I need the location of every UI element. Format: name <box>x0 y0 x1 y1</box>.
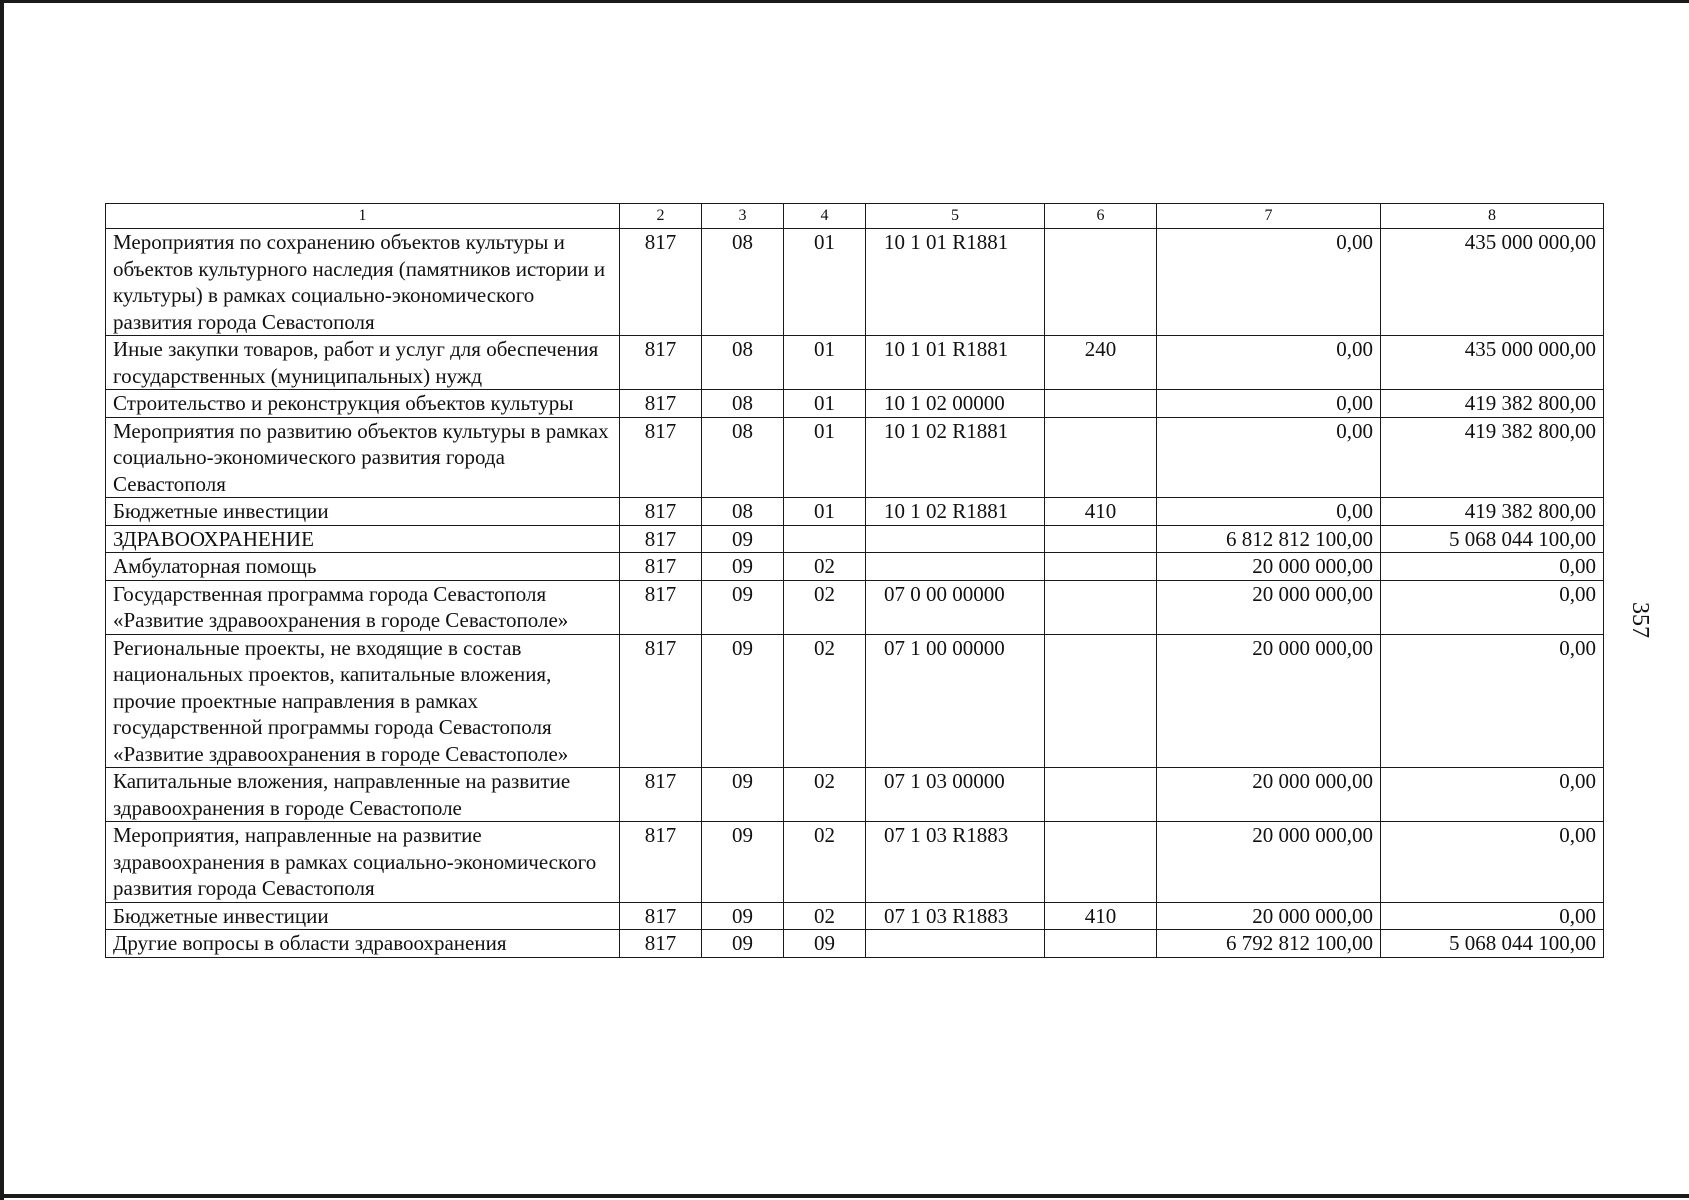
code-2-cell: 817 <box>620 634 702 768</box>
amount-8-cell: 419 382 800,00 <box>1381 390 1604 418</box>
amount-7-cell: 6 812 812 100,00 <box>1157 525 1381 553</box>
code-3-cell: 08 <box>702 336 784 390</box>
amount-8-cell: 0,00 <box>1381 902 1604 930</box>
table-body <box>106 204 1604 958</box>
code-3-cell: 09 <box>702 902 784 930</box>
code-5-cell <box>866 525 1045 553</box>
code-4-cell <box>784 525 866 553</box>
page-frame-left <box>0 0 4 1200</box>
amount-7-cell: 20 000 000,00 <box>1157 822 1381 903</box>
code-3-cell: 08 <box>702 229 784 336</box>
code-4-cell: 01 <box>784 229 866 336</box>
code-3-cell: 09 <box>702 525 784 553</box>
table-row <box>106 229 1604 336</box>
code-6-cell: 410 <box>1045 902 1157 930</box>
code-6-cell <box>1045 580 1157 634</box>
amount-8-cell: 0,00 <box>1381 553 1604 581</box>
code-4-cell: 02 <box>784 822 866 903</box>
code-2-cell: 817 <box>620 498 702 526</box>
amount-7-cell: 0,00 <box>1157 498 1381 526</box>
item-name-cell: Мероприятия по развитию объектов культуры в рамках социально-экономического развития города Севастополя <box>106 417 620 498</box>
amount-7-cell: 0,00 <box>1157 229 1381 336</box>
column-number: 4 <box>784 204 866 229</box>
code-6-cell: 240 <box>1045 336 1157 390</box>
table-row <box>106 634 1604 768</box>
amount-8-cell: 435 000 000,00 <box>1381 229 1604 336</box>
code-2-cell: 817 <box>620 336 702 390</box>
code-5-cell <box>866 930 1045 958</box>
budget-table <box>105 203 1604 958</box>
code-3-cell: 09 <box>702 553 784 581</box>
table-row <box>106 498 1604 526</box>
code-5-cell: 07 0 00 00000 <box>866 580 1045 634</box>
amount-8-cell: 5 068 044 100,00 <box>1381 930 1604 958</box>
code-3-cell: 09 <box>702 930 784 958</box>
column-number: 3 <box>702 204 784 229</box>
amount-7-cell: 0,00 <box>1157 417 1381 498</box>
amount-8-cell: 435 000 000,00 <box>1381 336 1604 390</box>
code-4-cell: 01 <box>784 336 866 390</box>
code-2-cell: 817 <box>620 768 702 822</box>
code-6-cell <box>1045 390 1157 418</box>
page-frame-top <box>0 0 1689 3</box>
page-number: 357 <box>1627 602 1653 638</box>
code-4-cell: 02 <box>784 553 866 581</box>
item-name-cell: Государственная программа города Севастополя «Развитие здравоохранения в городе Севастополе» <box>106 580 620 634</box>
item-name-cell: Бюджетные инвестиции <box>106 498 620 526</box>
table-row <box>106 525 1604 553</box>
amount-8-cell: 419 382 800,00 <box>1381 417 1604 498</box>
code-5-cell: 10 1 01 R1881 <box>866 336 1045 390</box>
page-frame-bottom <box>0 1194 1689 1198</box>
code-4-cell: 01 <box>784 390 866 418</box>
amount-7-cell: 20 000 000,00 <box>1157 553 1381 581</box>
code-3-cell: 09 <box>702 580 784 634</box>
table-row <box>106 553 1604 581</box>
code-5-cell: 10 1 02 R1881 <box>866 417 1045 498</box>
amount-8-cell: 0,00 <box>1381 580 1604 634</box>
code-3-cell: 09 <box>702 634 784 768</box>
amount-8-cell: 0,00 <box>1381 634 1604 768</box>
amount-7-cell: 20 000 000,00 <box>1157 634 1381 768</box>
amount-8-cell: 5 068 044 100,00 <box>1381 525 1604 553</box>
item-name-cell: Мероприятия, направленные на развитие здравоохранения в рамках социально-экономического развития города Севастополя <box>106 822 620 903</box>
table-row <box>106 822 1604 903</box>
code-5-cell: 07 1 00 00000 <box>866 634 1045 768</box>
code-5-cell: 07 1 03 00000 <box>866 768 1045 822</box>
code-4-cell: 09 <box>784 930 866 958</box>
code-4-cell: 02 <box>784 902 866 930</box>
code-4-cell: 02 <box>784 768 866 822</box>
item-name-cell: Региональные проекты, не входящие в состав национальных проектов, капитальные вложения, прочие проектные направления в рамках государственной программы города Севастополя «Развитие здравоохранения в городе Севастополе» <box>106 634 620 768</box>
code-3-cell: 08 <box>702 498 784 526</box>
item-name-cell: ЗДРАВООХРАНЕНИЕ <box>106 525 620 553</box>
amount-8-cell: 0,00 <box>1381 768 1604 822</box>
item-name-cell: Строительство и реконструкция объектов культуры <box>106 390 620 418</box>
code-6-cell <box>1045 417 1157 498</box>
code-6-cell <box>1045 553 1157 581</box>
table-row <box>106 390 1604 418</box>
code-6-cell: 410 <box>1045 498 1157 526</box>
amount-7-cell: 0,00 <box>1157 336 1381 390</box>
code-2-cell: 817 <box>620 580 702 634</box>
amount-7-cell: 20 000 000,00 <box>1157 580 1381 634</box>
code-4-cell: 02 <box>784 580 866 634</box>
code-4-cell: 01 <box>784 498 866 526</box>
code-3-cell: 08 <box>702 417 784 498</box>
table-row <box>106 580 1604 634</box>
code-2-cell: 817 <box>620 390 702 418</box>
amount-7-cell: 20 000 000,00 <box>1157 902 1381 930</box>
amount-7-cell: 20 000 000,00 <box>1157 768 1381 822</box>
amount-8-cell: 0,00 <box>1381 822 1604 903</box>
code-5-cell: 07 1 03 R1883 <box>866 902 1045 930</box>
column-number: 8 <box>1381 204 1604 229</box>
code-3-cell: 09 <box>702 768 784 822</box>
table-row <box>106 417 1604 498</box>
code-2-cell: 817 <box>620 525 702 553</box>
code-2-cell: 817 <box>620 229 702 336</box>
table-row <box>106 902 1604 930</box>
code-6-cell <box>1045 634 1157 768</box>
code-6-cell <box>1045 229 1157 336</box>
code-4-cell: 01 <box>784 417 866 498</box>
column-number-row <box>106 204 1604 229</box>
code-2-cell: 817 <box>620 930 702 958</box>
amount-8-cell: 419 382 800,00 <box>1381 498 1604 526</box>
code-3-cell: 09 <box>702 822 784 903</box>
table-row <box>106 930 1604 958</box>
code-6-cell <box>1045 822 1157 903</box>
code-2-cell: 817 <box>620 553 702 581</box>
table-row <box>106 336 1604 390</box>
item-name-cell: Иные закупки товаров, работ и услуг для обеспечения государственных (муниципальных) нужд <box>106 336 620 390</box>
column-number: 2 <box>620 204 702 229</box>
code-4-cell: 02 <box>784 634 866 768</box>
item-name-cell: Амбулаторная помощь <box>106 553 620 581</box>
amount-7-cell: 0,00 <box>1157 390 1381 418</box>
code-5-cell: 07 1 03 R1883 <box>866 822 1045 903</box>
code-6-cell <box>1045 768 1157 822</box>
item-name-cell: Мероприятия по сохранению объектов культуры и объектов культурного наследия (памятников истории и культуры) в рамках социально-экономического развития города Севастополя <box>106 229 620 336</box>
code-5-cell: 10 1 02 R1881 <box>866 498 1045 526</box>
column-number: 7 <box>1157 204 1381 229</box>
code-5-cell: 10 1 02 00000 <box>866 390 1045 418</box>
column-number: 5 <box>866 204 1045 229</box>
code-5-cell: 10 1 01 R1881 <box>866 229 1045 336</box>
code-6-cell <box>1045 930 1157 958</box>
code-3-cell: 08 <box>702 390 784 418</box>
code-6-cell <box>1045 525 1157 553</box>
table-row <box>106 768 1604 822</box>
code-2-cell: 817 <box>620 822 702 903</box>
code-5-cell <box>866 553 1045 581</box>
item-name-cell: Бюджетные инвестиции <box>106 902 620 930</box>
column-number: 1 <box>106 204 620 229</box>
item-name-cell: Другие вопросы в области здравоохранения <box>106 930 620 958</box>
code-2-cell: 817 <box>620 417 702 498</box>
amount-7-cell: 6 792 812 100,00 <box>1157 930 1381 958</box>
code-2-cell: 817 <box>620 902 702 930</box>
item-name-cell: Капитальные вложения, направленные на развитие здравоохранения в городе Севастополе <box>106 768 620 822</box>
column-number: 6 <box>1045 204 1157 229</box>
